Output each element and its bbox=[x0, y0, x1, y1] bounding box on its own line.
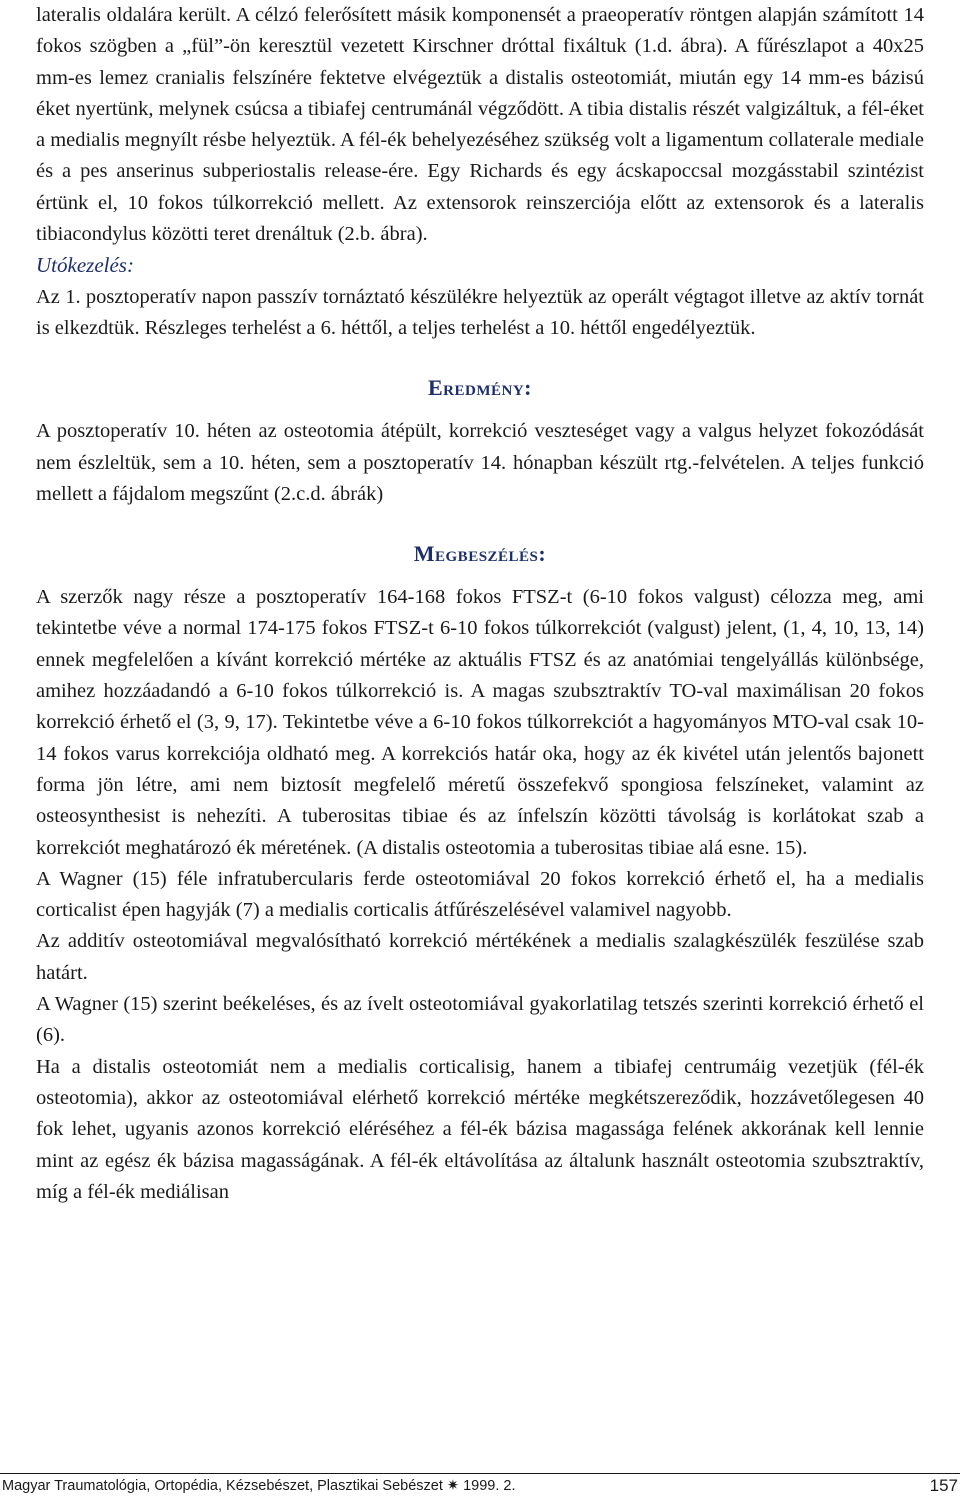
page-number: 157 bbox=[929, 1476, 958, 1495]
heading-discussion: Megbeszélés: bbox=[413, 541, 547, 567]
page-footer bbox=[2, 1478, 958, 1498]
paragraph-discussion-1: A szerzők nagy része a posztoperatív 164-168 fokos FTSZ-t (6-10 fokos valgust) célozza meg, ami tekintetbe véve a normal 174-175 fokos FTSZ-t 6-10 fokos túlkorrekciót (valgust) jelent, (1, 4, 10, 13, 14) ennek megfelelően a kívánt korrekció mértéke az aktuális FTSZ és az anatómiai tengelyállás különbsége, amihez hozzáadandó a 6-10 fokos túlkorrekció is. A magas szubsztraktív TO-val maximálisan 20 fokos korrekció érhető el (3, 9, 17). Tekintetbe véve a 6-10 fokos túlkorrekciót a hagyományos MTO-val csak 10-14 fokos varus korrekciója oldható meg. A korrekciós határ oka, hogy az ék kivétel után jelentős bajonett forma jön létre, ami nem biztosít megfelelő méretű összefekvő spongiosa felszíneket, valamint az osteosynthesist is nehezíti. A tuberositas tibiae és az ínfelszín közötti távolság is korlátokat szab a korrekciót meghatározó ék méretének. (A distalis osteotomia a tuberositas tibiae alá esne. 15). bbox=[36, 586, 924, 859]
journal-citation: Magyar Traumatológia, Ortopédia, Kézsebészet, Plasztikai Sebészet ✷ 1999. 2. bbox=[2, 1478, 516, 1494]
paragraph-method-continued: lateralis oldalára került. A célzó felerősített másik komponensét a praeoperatív röntgen alapján számított 14 fokos szögben a „fül”-ön keresztül vezetett Kirschner dróttal fixáltuk (1.d. ábra). A fűrészlapot a 40x25 mm-es lemez cranialis felszínére fektetve elvégeztük a distalis osteotomiát, miután egy 14 mm-es bázisú éket nyertünk, melynek csúcsa a tibiafej centrumánál végződött. A tibia distalis részét valgizáltuk, a fél-éket a medialis megnyílt résbe helyeztük. A fél-ék behelyezéséhez szükség volt a ligamentum collaterale mediale és a pes anserinus subperiostalis release-ére. Egy Richards és egy ácskapoccsal mozgásstabil szintézist értünk el, 10 fokos túlkorrekció mellett. Az extensorok reinszerciója előtt az extensorok és a lateralis tibiacondylus közötti teret drenáltuk (2.b. ábra). bbox=[36, 4, 924, 246]
article-body bbox=[36, 0, 924, 1208]
paragraph-discussion-4: A Wagner (15) szerint beékeléses, és az ívelt osteotomiával gyakorlatilag tetszés szerinti korrekció érhető el (6). bbox=[36, 993, 924, 1047]
paragraph-results: A posztoperatív 10. héten az osteotomia átépült, korrekció veszteséget vagy a valgus helyzet fokozódását nem észleltük, sem a 10. héten, sem a posztoperatív 14. hónapban készült rtg.-felvételen. A teljes funkció mellett a fájdalom megszűnt (2.c.d. ábrák) bbox=[36, 420, 924, 505]
paragraph-discussion-3: Az additív osteotomiával megvalósítható korrekció mértékének a medialis szalagkészülék feszülése szab határt. bbox=[36, 930, 924, 984]
heading-results: Eredmény: bbox=[428, 375, 532, 401]
paragraph-discussion-5: Ha a distalis osteotomiát nem a medialis corticalisig, hanem a tibiafej centrumáig vezetjük (fél-ék osteotomia), akkor az osteotomiával elérhető korrekció mértéke megkétszereződik, hozzávetőlegesen 40 fok lehet, ugyanis azonos korrekció eléréséhez a fél-ék bázisa magassága felének akkorának kell lennie mint az egész ék bázisa magasságának. A fél-ék eltávolítása az általunk használt osteotomia szubsztraktív, míg a fél-ék mediálisan bbox=[36, 1055, 924, 1203]
heading-aftercare: Utókezelés: bbox=[36, 253, 134, 278]
paragraph-discussion-2: A Wagner (15) féle infratubercularis ferde osteotomiával 20 fokos korrekció érhető el, ha a medialis corticalist épen hagyják (7) a medialis corticalis átfűrészelésével valamivel nagyobb. bbox=[36, 867, 924, 922]
footer-divider bbox=[0, 1473, 960, 1474]
paragraph-aftercare: Az 1. posztoperatív napon passzív tornáztató készülékre helyeztük az operált végtagot illetve az aktív tornát is elkezdtük. Részleges terhelést a 6. héttől, a teljes terhelést a 10. héttől engedélyeztük. bbox=[36, 285, 924, 339]
